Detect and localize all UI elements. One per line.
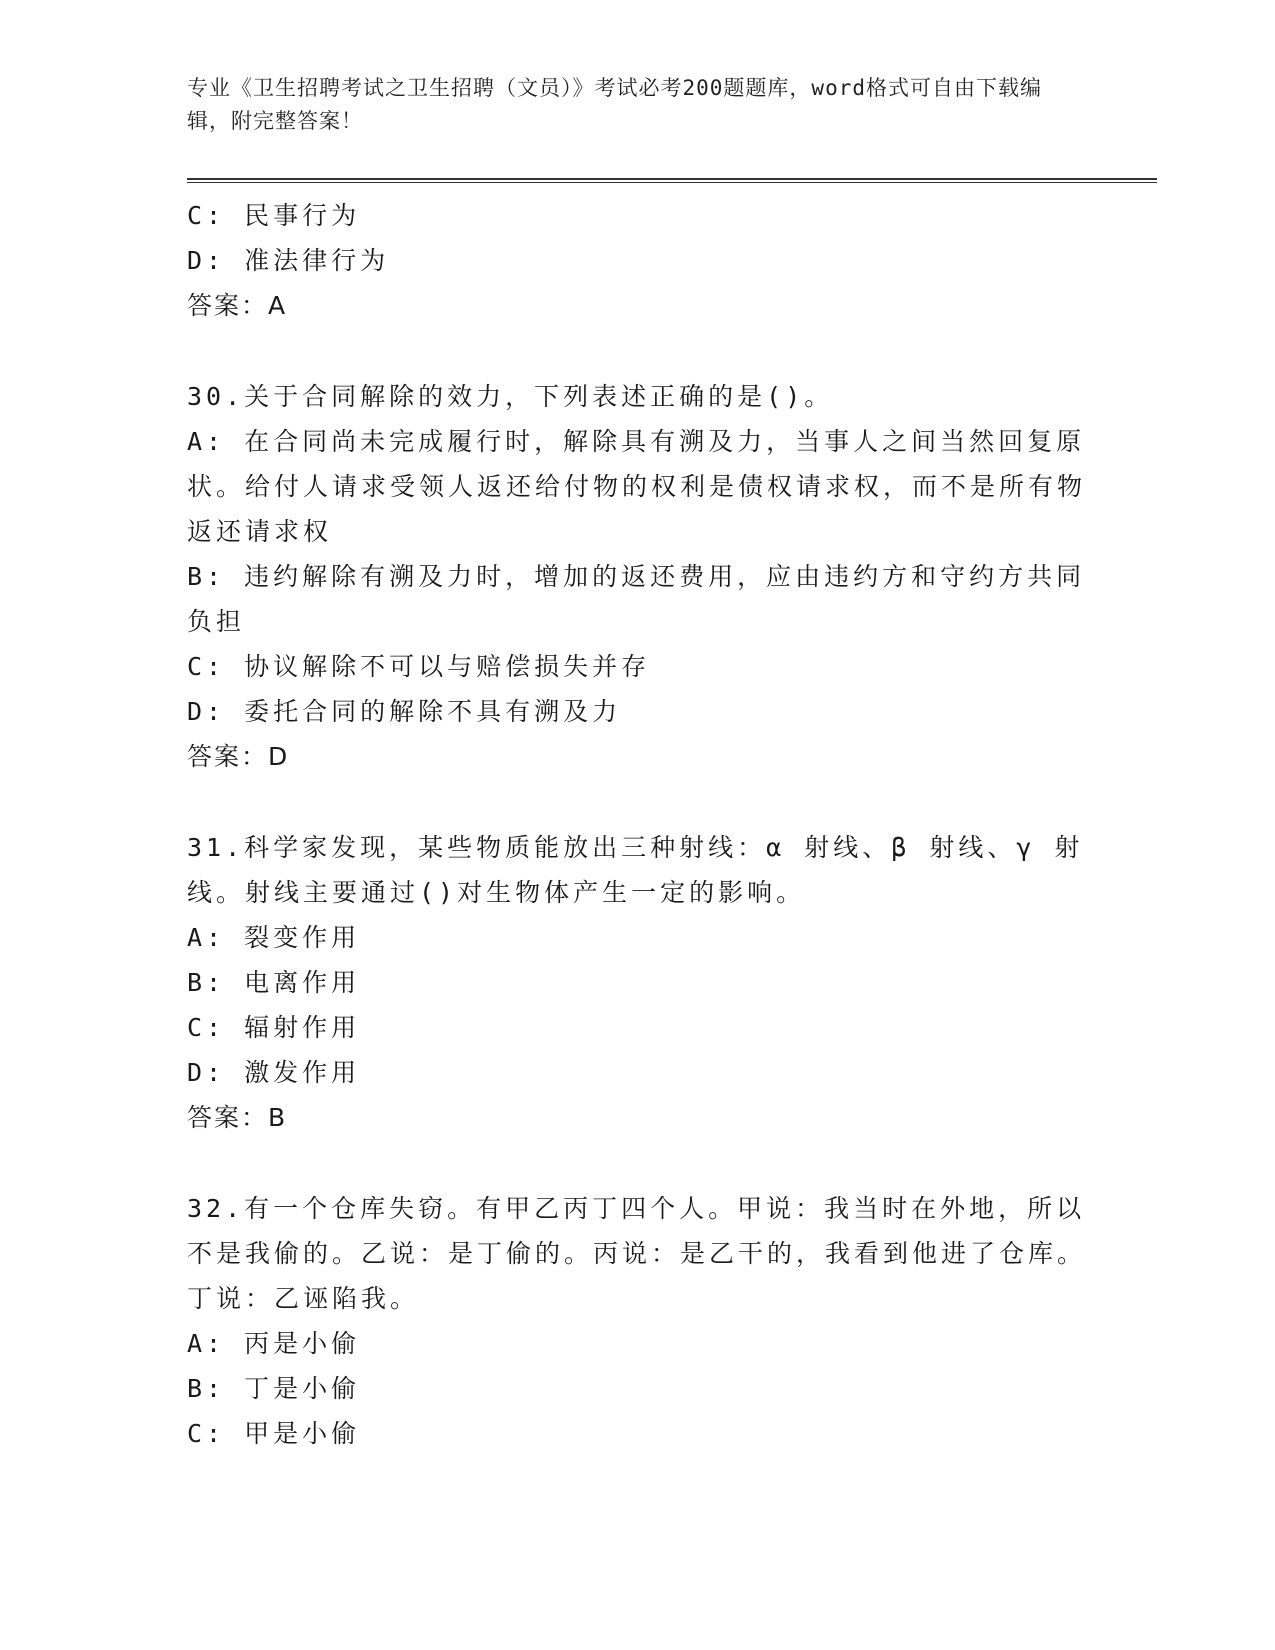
option-a: A: 裂变作用: [187, 923, 361, 952]
question-list: [187, 193, 1087, 1456]
header-divider: [187, 178, 1157, 183]
option-b: B: 电离作用: [187, 968, 361, 997]
answer: 答案：D: [187, 742, 290, 771]
question-text: 31.科学家发现，某些物质能放出三种射线：α 射线、β 射线、γ 射线。射线主要通过()对生物体产生一定的影响。: [187, 833, 1084, 907]
option-c: C: 辐射作用: [187, 1013, 361, 1042]
option-d: D: 委托合同的解除不具有溯及力: [187, 697, 622, 726]
option-d: D: 准法律行为: [187, 246, 390, 275]
question-30: [187, 374, 1087, 779]
question-29-tail: [187, 193, 1087, 328]
option-c: C: 民事行为: [187, 201, 361, 230]
document-page: [187, 72, 1157, 1456]
question-text: 30.关于合同解除的效力，下列表述正确的是()。: [187, 382, 834, 411]
option-c: C: 协议解除不可以与赔偿损失并存: [187, 652, 651, 681]
answer: 答案：B: [187, 1103, 288, 1132]
spacer: [187, 1140, 1087, 1186]
spacer: [187, 328, 1087, 374]
answer: 答案：A: [187, 291, 288, 320]
option-a: A: 在合同尚未完成履行时，解除具有溯及力，当事人之间当然回复原状。给付人请求受领人返还给付物的权利是债权请求权，而不是所有物返还请求权: [187, 427, 1087, 546]
option-b: B: 丁是小偷: [187, 1374, 361, 1403]
option-b: B: 违约解除有溯及力时，增加的返还费用，应由违约方和守约方共同负担: [187, 562, 1086, 636]
question-32: [187, 1186, 1087, 1456]
option-d: D: 激发作用: [187, 1058, 361, 1087]
option-a: A: 丙是小偷: [187, 1329, 361, 1358]
option-c: C: 甲是小偷: [187, 1419, 361, 1448]
question-31: [187, 825, 1087, 1140]
spacer: [187, 779, 1087, 825]
question-text: 32.有一个仓库失窃。有甲乙丙丁四个人。甲说：我当时在外地，所以不是我偷的。乙说：是丁偷的。丙说：是乙干的，我看到他进了仓库。丁说：乙诬陷我。: [187, 1194, 1087, 1313]
document-header: 专业《卫生招聘考试之卫生招聘（文员）》考试必考200题题库，word格式可自由下载编辑，附完整答案！: [187, 76, 1042, 133]
